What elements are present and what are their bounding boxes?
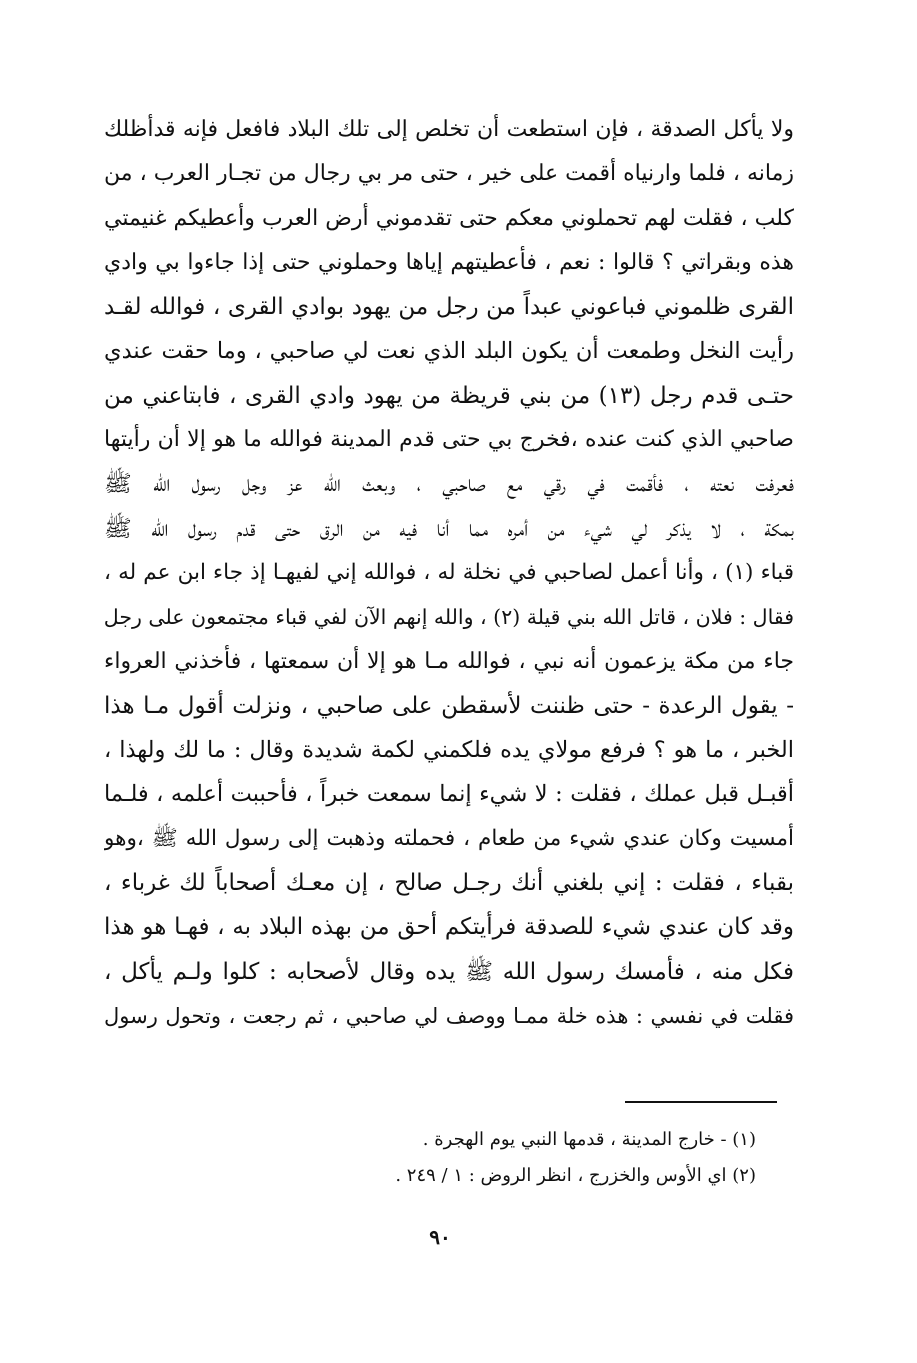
text-line: جاء من مكة يزعمون أنه نبي ، فوالله مـا هو إلا أن سمعتها ، فأخذني العرواء bbox=[104, 648, 794, 674]
text-line: هذه وبقراتي ؟ قالوا : نعم ، فأعطيتهم إياها وحملوني حتى إذا جاءوا بي وادي bbox=[104, 249, 794, 275]
text-line: زمانه ، فلما وارنياه أقمت على خير ، حتى مر بي رجال من تجـار العرب ، من bbox=[104, 161, 794, 187]
text-line: رأيت النخل وطمعت أن يكون البلد الذي نعت لي صاحبي ، وما حقت عندي bbox=[104, 338, 794, 365]
footnotes bbox=[300, 1122, 756, 1194]
text-line: بقباء ، فقلت : إني بلغني أنك رجـل صالح ، إن معـك أصحاباً لك غرباء ، bbox=[104, 870, 794, 897]
text-line: الخبر ، ما هو ؟ فرفع مولاي يده فلكمني لكمة شديدة وقال : ما لك ولهذا ، bbox=[104, 737, 794, 764]
footnote-2: (٢) اي الأوس والخزرج ، انظر الروض : ١ / ٢٤٩ . bbox=[395, 1165, 756, 1186]
text-line: فقال : فلان ، قاتل الله بني قيلة (٢) ، والله إنهم الآن لفي قباء مجتمعون على رجل bbox=[104, 605, 794, 630]
text-line: كلب ، فقلت لهم تحملوني معكم حتى تقدموني أرض العرب وأعطيكم غنيمتي bbox=[104, 205, 794, 231]
text-line: فكل منه ، فأمسك رسول الله ﷺ يده وقال لأصحابه : كلوا ولـم يأكل ، bbox=[104, 958, 794, 985]
text-line: القرى ظلموني فباعوني عبداً من رجل من يهود بوادي القرى ، فوالله لقـد bbox=[104, 294, 794, 321]
page-number: ٩٠ bbox=[429, 1225, 451, 1249]
text-line: أقبـل قبل عملك ، فقلت : لا شيء إنما سمعت خبراً ، فأحببت أعلمه ، فلـما bbox=[104, 781, 794, 808]
body-text bbox=[104, 108, 794, 1038]
text-line: قباء (١) ، وأنا أعمل لصاحبي في نخلة له ، فوالله إني لفيهـا إذ جاء ابن عم له ، bbox=[104, 559, 794, 585]
text-line: - يقول الرعدة - حتى ظننت لأسقطن على صاحبي ، ونزلت أقول مـا هذا bbox=[104, 692, 794, 719]
text-line: حتـى قدم رجل (١٣) من بني قريظة من يهود وادي القرى ، فابتاعني من bbox=[104, 382, 794, 409]
text-line: ولا يأكل الصدقة ، فإن استطعت أن تخلص إلى تلك البلاد فافعل فإنه قدأظلك bbox=[104, 117, 794, 142]
footnote-divider bbox=[625, 1101, 777, 1103]
text-line: فقلت في نفسي : هذه خلة ممـا ووصف لي صاحبي ، ثم رجعت ، وتحول رسول bbox=[104, 1003, 794, 1028]
text-line: وقد كان عندي شيء للصدقة فرأيتكم أحق من بهذه البلاد به ، فهـا هو هذا bbox=[104, 914, 794, 941]
text-line: أمسيت وكان عندي شيء من طعام ، فحملته وذهبت إلى رسول الله ﷺ ،وهو bbox=[104, 825, 794, 851]
footnote-1: (١) - خارج المدينة ، قدمها النبي يوم الهجرة . bbox=[422, 1129, 756, 1150]
text-line: بمكة ، لا يذكر لي شيء من أمره مما أنا فيه من الرق حتى قدم رسول الله ﷺ bbox=[104, 515, 794, 542]
text-line: صاحبي الذي كنت عنده ،فخرج بي حتى قدم المدينة فوالله ما هو إلا أن رأيتها bbox=[104, 427, 794, 453]
text-line: فعرفت نعته ، فأقمت في رقي مع صاحبي ، وبعث الله عز وجل رسول الله ﷺ bbox=[104, 471, 794, 498]
